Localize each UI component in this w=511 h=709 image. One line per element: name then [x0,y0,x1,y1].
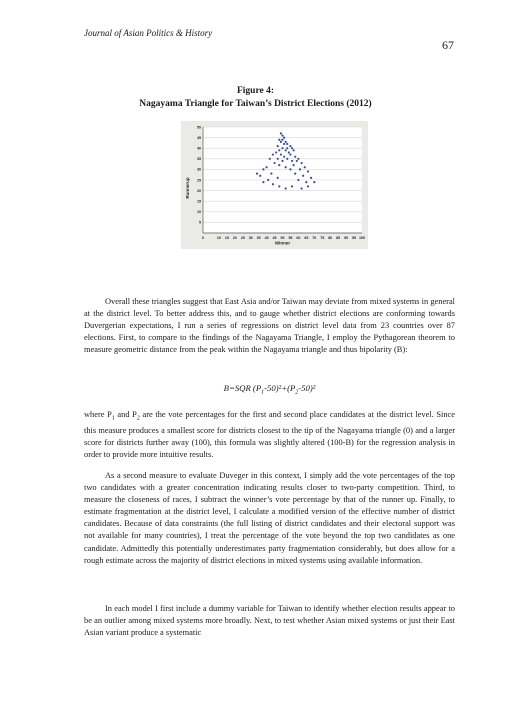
scatter-point [289,153,291,155]
journal-title: Journal of Asian Politics & History [84,28,213,38]
scatter-point [256,173,258,175]
scatter-point [299,168,301,170]
x-tick-label: 95 [352,236,357,240]
y-tick-label: 30 [197,167,201,172]
x-tick-label: 35 [256,236,261,240]
figure-label: Figure 4: [236,86,275,96]
paragraph-1: Overall these triangles suggest that East Asia and/or Taiwan may deviate from mixed systems in general at the district level. To better address this, and to gauge whether district elections are conforming towards Duvergerian expectations, I run a series of regressions on district level data from 23 countries over 87 elections. First, to compare to the findings of the Nagayama Triangle, I employ the Pythagorean theorem to measure geometric distance from the peak within the Nagayama triangle and thus bipolarity (B): [84,297,455,355]
scatter-point [281,139,283,141]
x-tick-label: 15 [224,236,229,240]
scatter-point [277,145,279,147]
scatter-point [262,168,264,170]
x-tick-label: 20 [232,236,237,240]
scatter-point [291,160,293,162]
scatter-point [310,177,312,179]
scatter-point [297,158,299,160]
y-tick-label: 10 [197,210,201,215]
scatter-point [302,175,304,177]
scatter-point [286,147,288,149]
page-number: 67 [442,38,454,52]
scatter-point [307,170,309,172]
scatter-point [272,153,274,155]
scatter-point [278,164,280,166]
x-tick-label: 90 [344,236,349,240]
scatter-point [259,175,261,177]
x-tick-label: 25 [240,236,245,240]
figure-title: Nagayama Triangle for Taiwan’s District Elections (2012) [139,99,372,109]
x-tick-label: 100 [359,236,365,240]
scatter-point [286,143,288,145]
x-tick-label: 50 [280,236,285,240]
scatter-point [304,166,306,168]
scatter-point [266,166,268,168]
scatter-point [294,156,296,158]
scatter-point [285,149,287,151]
scatter-point [281,134,283,136]
scatter-point [277,177,279,179]
x-tick-label: 10 [216,236,221,240]
x-tick-label: 40 [264,236,269,240]
scatter-point [283,156,285,158]
scatter-point [262,181,264,183]
scatter-point [272,183,274,185]
scatter-point [267,179,269,181]
scatter-point [281,160,283,162]
scatter-point [307,185,309,187]
scatter-point [296,160,298,162]
scatter-point [269,158,271,160]
x-axis-label: Winner [274,240,291,246]
scatter-point [270,173,272,175]
scatter-point [289,168,291,170]
scatter-point [281,147,283,149]
y-tick-label: 15 [197,199,201,204]
x-tick-label: 45 [272,236,277,240]
scatter-point [286,158,288,160]
scatter-point [291,147,293,149]
scatter-point [285,187,287,189]
scatter-point [275,151,277,153]
x-tick-label: 55 [288,236,293,240]
y-tick-label: 45 [197,135,201,140]
y-tick-label: 25 [197,178,201,183]
x-tick-label: 0 [202,236,204,240]
scatter-point [278,139,280,141]
x-tick-label: 30 [248,236,253,240]
scatter-point [280,132,282,134]
scatter-point [313,181,315,183]
scatter-point [305,181,307,183]
scatter-point [283,137,285,139]
y-tick-label: 35 [197,157,201,162]
scatter-point [283,143,285,145]
y-tick-label: 40 [197,146,201,151]
paragraph-3: As a second measure to evaluate Duveger in this context, I simply add the vote percentages of the top two candidates with a greater concentration indicating results closer to two-party competition. Third, to measure the closeness of races, I subtract the winner’s vote percentage by that of the runner up. Finally, to estimate fragmentation at the district level, I calculate a modified version of the effective number of district candidates. Because of data constraints (the full listing of district candidates and their electoral support was not available for many countries), I treat the percentage of the vote beyond the top two candidates as one candidate. Admittedly this potentially underestimates party fragmentation considerably, but does allow for a rough estimate across the majority of district elections in mixed systems using available information. [84,471,455,565]
scatter-point [288,151,290,153]
x-tick-label: 75 [320,236,325,240]
scatter-point [300,162,302,164]
y-tick-label: 20 [197,188,201,193]
scatter-point [278,185,280,187]
scatter-point [289,145,291,147]
scatter-point [280,153,282,155]
y-axis-label: Runnerup [185,177,190,199]
scatter-point [294,173,296,175]
x-tick-label: 65 [304,236,309,240]
scatter-point [291,185,293,187]
y-tick-label: 5 [199,220,201,225]
scatter-point [277,158,279,160]
scatter-point [293,149,295,151]
scatter-point [300,187,302,189]
bipolarity-formula: B=SQR $(P_1-50)^2+(P_2-50)^2$ [223,383,316,396]
x-tick-label: 85 [336,236,341,240]
x-tick-label: 80 [328,236,333,240]
nagayama-chart [181,121,368,249]
scatter-point [285,141,287,143]
scatter-point [280,141,282,143]
x-tick-label: 70 [312,236,317,240]
paragraph-2: where $P_1$ and $P_2$ are the vote percentages for the first and second place candidates at the district level. Since this measure produces a smallest score for districts closest to the tip of the Nagayama triangle (0) and a larger score for districts further away (100), this formula was slightly altered (100-B) for the regression analysis in order to provide more intuitive results. [84,410,455,459]
x-tick-label: 60 [296,236,301,240]
scatter-point [297,179,299,181]
scatter-point [285,166,287,168]
scatter-point [293,164,295,166]
scatter-point [273,162,275,164]
paragraph-4: In each model I first include a dummy variable for Taiwan to identify whether election results appear to be an outlier among mixed systems more broadly. Next, to test whether Asian mixed systems or just their East Asian variant produce a systematic [84,604,455,638]
scatter-plot [181,121,368,249]
y-tick-label: 50 [197,125,201,130]
scatter-point [278,149,280,151]
